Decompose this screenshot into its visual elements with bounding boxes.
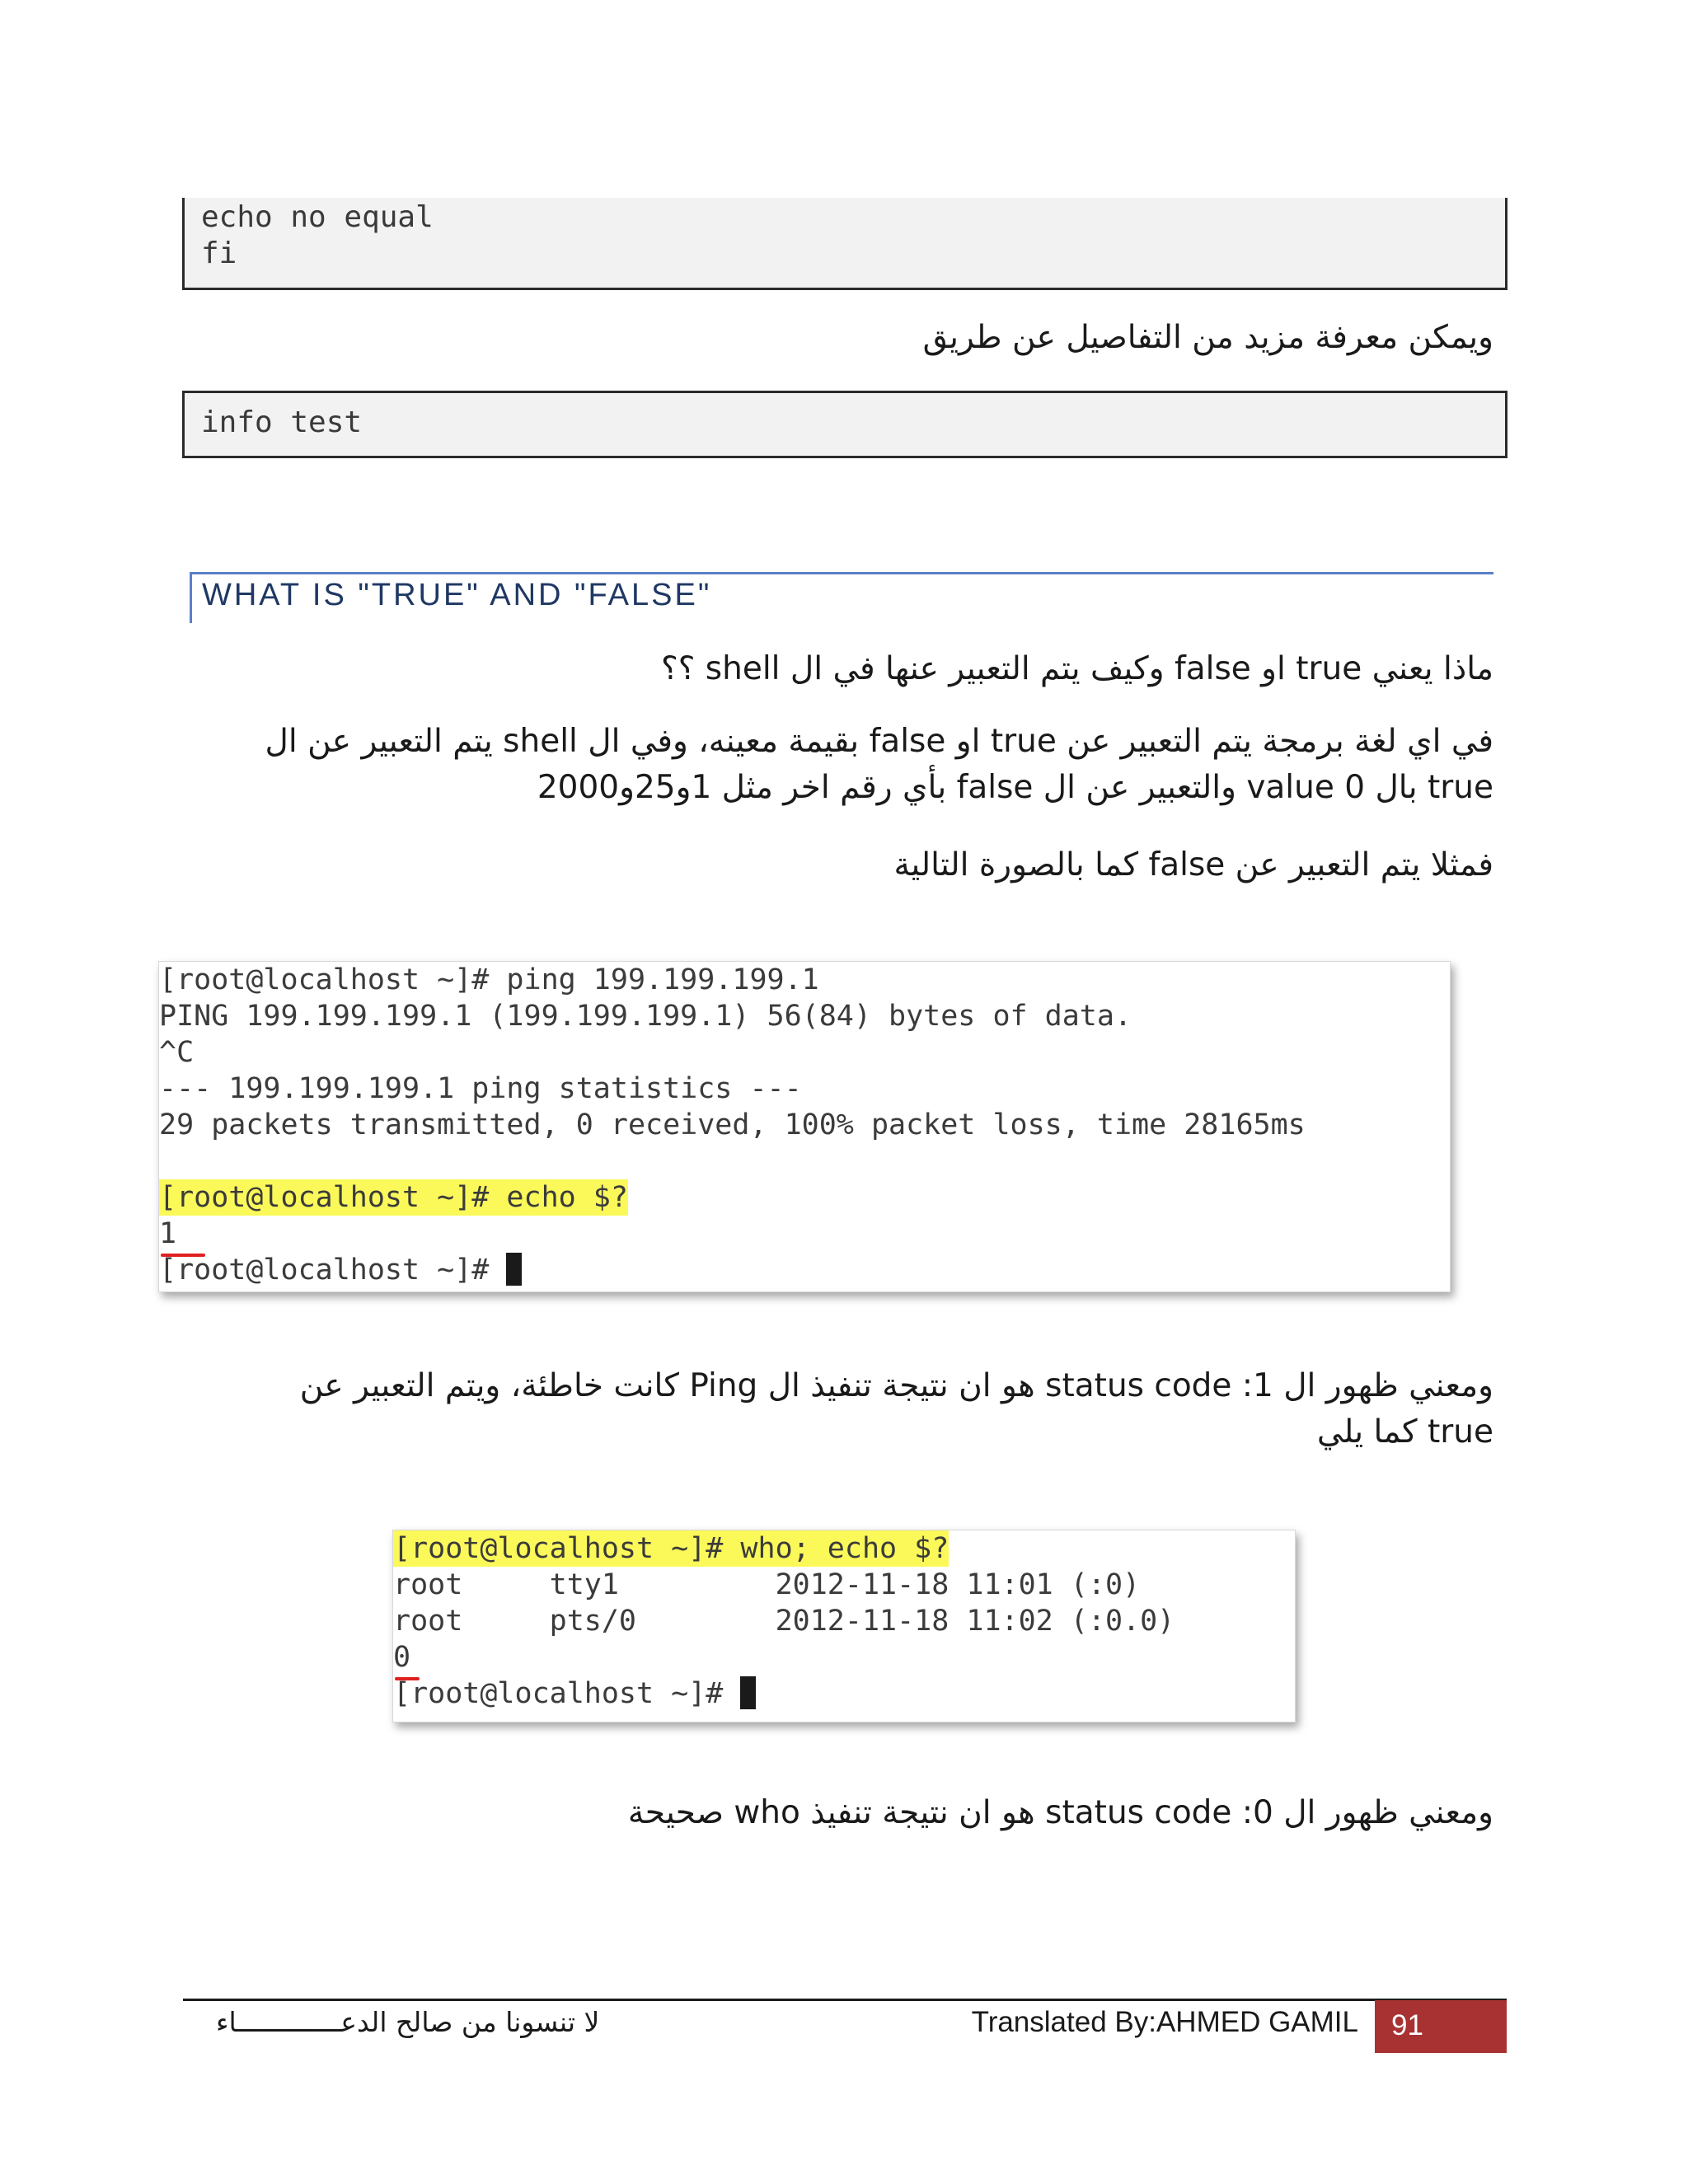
terminal-screenshot-ping <box>158 961 1451 1292</box>
terminal-line-highlighted: [root@localhost ~]# who; echo $? <box>393 1532 950 1565</box>
code-line: info test <box>201 405 363 439</box>
paragraph-status-1: ومعني ظهور ال 1: status code هو ان نتيجة تنفيذ ال Ping كانت خاطئة، ويتم التعبير عن true كما يلي <box>299 1367 1493 1451</box>
terminal-screenshot-who <box>392 1530 1296 1722</box>
terminal-cursor <box>740 1676 756 1709</box>
terminal-line: root tty1 2012-11-18 11:01 (:0) <box>393 1568 1141 1601</box>
paragraph-question: ماذا يعني true او false وكيف يتم التعبير عنها في ال shell ؟؟ <box>661 650 1493 687</box>
terminal-prompt-line <box>393 1675 756 1712</box>
terminal-line: root pts/0 2012-11-18 11:02 (:0.0) <box>393 1605 1175 1638</box>
terminal-prompt: [root@localhost ~]# <box>393 1677 741 1710</box>
code-block-info <box>182 391 1507 458</box>
section-heading-text: WHAT IS "TRUE" AND "FALSE" <box>202 578 712 612</box>
footer-dua: لا تنسونا من صالح الدعـــــــــــــاء <box>216 2006 600 2038</box>
terminal-line: 29 packets transmitted, 0 received, 100% packet loss, time 28165ms <box>159 1108 1306 1141</box>
page-number: 91 <box>1375 2000 1507 2053</box>
code-block-top <box>182 198 1507 290</box>
code-line: echo no equal <box>201 200 434 234</box>
footer-credit: Translated By:AHMED GAMIL <box>971 2006 1358 2038</box>
terminal-line: [root@localhost ~]# ping 199.199.199.1 <box>159 963 819 996</box>
terminal-line: ^C <box>159 1036 195 1069</box>
section-heading <box>190 572 1493 623</box>
paragraph-status-0: ومعني ظهور ال 0: status code هو ان نتيجة تنفيذ who صحيحة <box>627 1794 1493 1831</box>
terminal-line: PING 199.199.199.1 (199.199.199.1) 56(84) bytes of data. <box>159 1000 1132 1033</box>
code-line: fi <box>201 237 237 270</box>
paragraph-more-details: ويمكن معرفة مزيد من التفاصيل عن طريق <box>922 319 1493 356</box>
terminal-prompt: [root@localhost ~]# <box>159 1254 507 1286</box>
terminal-prompt-line <box>159 1252 522 1288</box>
paragraph-explanation: في اي لغة برمجة يتم التعبير عن true او false بقيمة معينه، وفي ال shell يتم التعبير عن ال true بال 0 value والتعبير عن ال false بأي رقم اخر مثل 1و25و2000 <box>265 723 1493 806</box>
terminal-exit-code: 0 <box>393 1641 411 1674</box>
terminal-exit-code: 1 <box>159 1217 177 1250</box>
terminal-line: --- 199.199.199.1 ping statistics --- <box>159 1072 802 1105</box>
footer-rule <box>183 1999 1507 2001</box>
paragraph-false-example: فمثلا يتم التعبير عن false كما بالصورة التالية <box>893 846 1493 883</box>
terminal-line-highlighted: [root@localhost ~]# echo $? <box>159 1181 628 1214</box>
terminal-cursor <box>506 1253 522 1286</box>
